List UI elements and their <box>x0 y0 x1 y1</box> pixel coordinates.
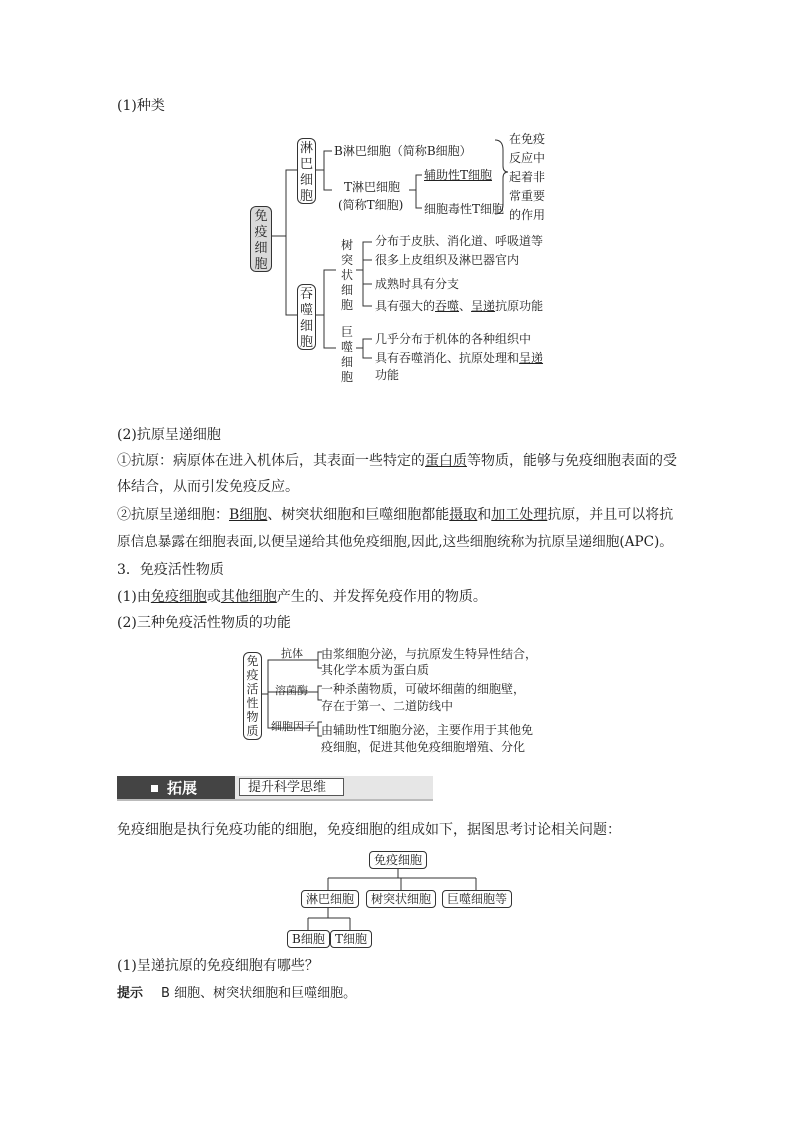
macrophage-label: 巨噬细胞 <box>340 325 353 384</box>
lysozyme-label: 溶菌酶 <box>275 684 308 697</box>
composition-t-cell-box: T细胞 <box>330 930 372 948</box>
banner-title: 提升科学思维 <box>248 780 327 795</box>
paragraph-antigen: ①抗原：病原体在进入机体后，其表面一些特定的蛋白质等物质，能够与免疫细胞表面的受 <box>117 453 677 469</box>
paragraph-apc-line2: 原信息暴露在细胞表面,以便呈递给其他免疫细胞,因此,这些细胞统称为抗原呈递细胞(APC)。 <box>117 534 673 550</box>
composition-dendritic-box: 树突状细胞 <box>366 890 436 908</box>
extension-banner <box>117 776 433 800</box>
dendritic-note-1: 分布于皮肤、消化道、呼吸道等 <box>375 234 544 248</box>
composition-macrophage-box: 巨噬细胞等 <box>442 890 512 908</box>
lymphocyte-role-note: 在免疫反应中起着非常重要的作用 <box>509 132 546 222</box>
t-lymphocyte-abbr: (简称T细胞) <box>338 198 404 212</box>
section-heading-apc: (2)抗原呈递细胞 <box>117 427 221 443</box>
paragraph-antigen-line2: 体结合，从而引发免疫反应。 <box>117 479 299 495</box>
antibody-note-2: 其化学本质为蛋白质 <box>321 663 430 677</box>
macrophage-note-1: 几乎分布于机体的各种组织中 <box>375 332 532 346</box>
lysozyme-note-1: 一种杀菌物质，可破坏细菌的细胞壁， <box>321 682 526 696</box>
hint-text: B 细胞、树突状细胞和巨噬细胞。 <box>161 986 357 1001</box>
b-lymphocyte-label: B淋巴细胞（简称B细胞） <box>334 144 472 158</box>
lymphocyte-box: 淋巴细胞 <box>297 138 316 204</box>
composition-b-cell-box: B细胞 <box>287 930 330 948</box>
helper-t-cell-label: 辅助性T细胞 <box>424 168 493 182</box>
section-heading-types: (1)种类 <box>117 98 165 114</box>
lysozyme-note-2: 存在于第一、二道防线中 <box>321 699 454 713</box>
composition-lymphocyte-box: 淋巴细胞 <box>301 890 359 908</box>
square-bullet-icon <box>151 785 158 792</box>
dendritic-cell-label: 树突状细胞 <box>340 238 353 312</box>
hint-line <box>117 984 356 1004</box>
dendritic-note-3: 成熟时具有分支 <box>375 277 460 291</box>
paragraph-apc: ②抗原呈递细胞：B细胞、树突状细胞和巨噬细胞都能摄取和加工处理抗原，并且可以将抗 <box>117 507 674 523</box>
question-1: (1)呈递抗原的免疫细胞有哪些？ <box>117 958 319 974</box>
t-lymphocyte-label: T淋巴细胞 <box>344 180 401 194</box>
composition-root-box: 免疫细胞 <box>369 851 427 869</box>
banner-tag: 拓展 <box>167 779 198 797</box>
cytokine-label: 细胞因子 <box>271 720 315 733</box>
paragraph-active-substance-def: (1)由免疫细胞或其他细胞产生的、并发挥免疫作用的物质。 <box>117 589 487 605</box>
hint-label: 提示 <box>117 986 144 1001</box>
banner-underline <box>117 799 433 801</box>
dendritic-note-4: 具有强大的吞噬、呈递抗原功能 <box>375 299 544 313</box>
paragraph-three-substances: (2)三种免疫活性物质的功能 <box>117 615 291 631</box>
dendritic-note-2: 很多上皮组织及淋巴器官内 <box>375 253 520 267</box>
cytotoxic-t-cell-label: 细胞毒性T细胞 <box>424 202 505 216</box>
cytokine-note-1: 由辅助性T细胞分泌，主要作用于其他免 <box>321 723 534 737</box>
macrophage-note-2: 具有吞噬消化、抗原处理和呈递 <box>375 351 544 365</box>
phagocyte-box: 吞噬细胞 <box>297 284 316 350</box>
antibody-label: 抗体 <box>281 647 303 660</box>
macrophage-note-3: 功能 <box>375 368 400 382</box>
antibody-note-1: 由浆细胞分泌，与抗原发生特异性结合， <box>321 647 538 661</box>
active-substance-box: 免疫活性物质 <box>243 652 262 740</box>
section-heading-active-substances: 3．免疫活性物质 <box>117 562 224 578</box>
cytokine-note-2: 疫细胞，促进其他免疫细胞增殖、分化 <box>321 740 526 754</box>
intro-paragraph: 免疫细胞是执行免疫功能的细胞，免疫细胞的组成如下，据图思考讨论相关问题： <box>117 822 621 838</box>
immune-cell-box: 免疫细胞 <box>250 206 272 272</box>
